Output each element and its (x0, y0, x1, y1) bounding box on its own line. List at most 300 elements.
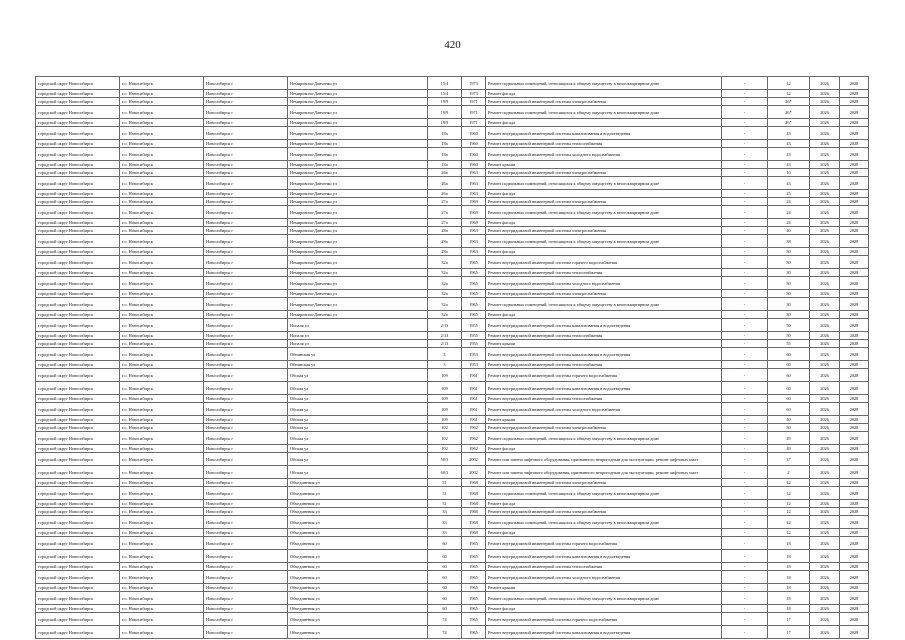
house-cell: 109 (428, 403, 462, 416)
district-cell: г.о. Новосибирск (120, 248, 204, 256)
end-year-cell: 2028 (840, 161, 869, 169)
start-year-cell: 2026 (810, 500, 840, 508)
start-year-cell: 2026 (810, 479, 840, 487)
end-year-cell: 2028 (840, 613, 869, 626)
work-type-cell: Ремонт подвальных помещений, относящихся к общему имуществу в многоквартирном доме (486, 106, 722, 119)
house-cell: 33 (428, 516, 462, 529)
street-cell: Немировича-Данченко ул (288, 219, 428, 227)
year-cell: 1960 (462, 161, 486, 169)
house-cell: 60 (428, 592, 462, 605)
dash-cell: - (722, 424, 768, 432)
table-row (36, 416, 869, 424)
municipality-cell: городской округ Новосибирск (36, 235, 120, 248)
table-row (36, 177, 869, 190)
district-cell: г.о. Новосибирск (120, 98, 204, 106)
value-cell: 43 (768, 177, 810, 190)
table-row (36, 403, 869, 416)
street-cell: Немировича-Данченко ул (288, 127, 428, 140)
year-cell: 1968 (462, 479, 486, 487)
end-year-cell: 2028 (840, 206, 869, 219)
start-year-cell: 2026 (810, 332, 840, 340)
table-row (36, 206, 869, 219)
settlement-cell: Новосибирск г (204, 140, 288, 148)
district-cell: г.о. Новосибирск (120, 529, 204, 537)
work-type-cell: Ремонт внутридомовой инженерной системы электроснабжения (486, 198, 722, 206)
work-type-cell: Ремонт внутридомовой инженерной системы канализования и водоотведения (486, 319, 722, 332)
dash-cell: - (722, 290, 768, 298)
settlement-cell: Новосибирск г (204, 487, 288, 500)
district-cell: г.о. Новосибирск (120, 508, 204, 516)
house-cell: 32а (428, 298, 462, 311)
value-cell: 30 (768, 290, 810, 298)
end-year-cell: 2028 (840, 537, 869, 550)
work-type-cell: Ремонт внутридомовой инженерной системы канализования и водоотведения (486, 382, 722, 395)
year-cell: 2002 (462, 453, 486, 466)
end-year-cell: 2028 (840, 219, 869, 227)
district-cell: г.о. Новосибирск (120, 127, 204, 140)
work-type-cell: Ремонт внутридомовой инженерной системы горячего водоснабжения (486, 537, 722, 550)
year-cell: 1960 (462, 127, 486, 140)
municipality-cell: городской округ Новосибирск (36, 119, 120, 127)
municipality-cell: городской округ Новосибирск (36, 269, 120, 277)
end-year-cell: 2028 (840, 311, 869, 319)
house-cell: 31 (428, 479, 462, 487)
table-row (36, 445, 869, 453)
settlement-cell: Новосибирск г (204, 177, 288, 190)
house-cell: 50/3 (428, 453, 462, 466)
house-cell: 27а (428, 198, 462, 206)
settlement-cell: Новосибирск г (204, 77, 288, 90)
house-cell: 18а (428, 127, 462, 140)
settlement-cell: Новосибирск г (204, 106, 288, 119)
value-cell: 18 (768, 592, 810, 605)
house-cell: 31 (428, 487, 462, 500)
work-type-cell: Ремонт подвальных помещений, относящихся к общему имуществу в многоквартирном доме (486, 592, 722, 605)
district-cell: г.о. Новосибирск (120, 361, 204, 369)
settlement-cell: Новосибирск г (204, 311, 288, 319)
street-cell: Обская ул (288, 403, 428, 416)
start-year-cell: 2026 (810, 529, 840, 537)
settlement-cell: Новосибирск г (204, 161, 288, 169)
value-cell: 50 (768, 332, 810, 340)
district-cell: г.о. Новосибирск (120, 340, 204, 348)
municipality-cell: городской округ Новосибирск (36, 592, 120, 605)
house-cell: 18а (428, 140, 462, 148)
district-cell: г.о. Новосибирск (120, 169, 204, 177)
street-cell: Немировича-Данченко ул (288, 198, 428, 206)
work-type-cell: Ремонт подвальных помещений, относящихся к общему имуществу в многоквартирном доме (486, 487, 722, 500)
value-cell: 60 (768, 348, 810, 361)
table-row (36, 219, 869, 227)
table-row (36, 516, 869, 529)
house-cell: 102 (428, 424, 462, 432)
start-year-cell: 2026 (810, 77, 840, 90)
dash-cell: - (722, 332, 768, 340)
value-cell: 24 (768, 206, 810, 219)
table-row (36, 550, 869, 563)
work-type-cell: Ремонт подвальных помещений, относящихся к общему имуществу в многоквартирном доме (486, 177, 722, 190)
start-year-cell: 2026 (810, 605, 840, 613)
municipality-cell: городской округ Новосибирск (36, 487, 120, 500)
street-cell: Объединения ул (288, 537, 428, 550)
street-cell: Нопаля ул (288, 340, 428, 348)
year-cell: 1971 (462, 106, 486, 119)
year-cell: 1960 (462, 148, 486, 161)
year-cell: 1963 (462, 190, 486, 198)
street-cell: Объединения ул (288, 613, 428, 626)
end-year-cell: 2028 (840, 319, 869, 332)
district-cell: г.о. Новосибирск (120, 256, 204, 269)
year-cell: 1955 (462, 340, 486, 348)
street-cell: Обская ул (288, 369, 428, 382)
work-type-cell: Ремонт фасада (486, 219, 722, 227)
table-row (36, 90, 869, 98)
settlement-cell: Новосибирск г (204, 119, 288, 127)
end-year-cell: 2028 (840, 340, 869, 348)
municipality-cell: городской округ Новосибирск (36, 369, 120, 382)
settlement-cell: Новосибирск г (204, 98, 288, 106)
dash-cell: - (722, 161, 768, 169)
value-cell: 18 (768, 537, 810, 550)
table-row (36, 227, 869, 235)
street-cell: Немировича-Данченко ул (288, 311, 428, 319)
street-cell: Объединения ул (288, 500, 428, 508)
district-cell: г.о. Новосибирск (120, 584, 204, 592)
district-cell: г.о. Новосибирск (120, 403, 204, 416)
value-cell: 10 (768, 169, 810, 177)
year-cell: 1953 (462, 361, 486, 369)
municipality-cell: городской округ Новосибирск (36, 77, 120, 90)
house-cell: 2/13 (428, 319, 462, 332)
house-cell: 60 (428, 537, 462, 550)
year-cell: 2002 (462, 466, 486, 479)
table-row (36, 169, 869, 177)
work-type-cell: Ремонт крыши (486, 161, 722, 169)
end-year-cell: 2028 (840, 369, 869, 382)
value-cell: 37 (768, 453, 810, 466)
settlement-cell: Новосибирск г (204, 219, 288, 227)
settlement-cell: Новосибирск г (204, 613, 288, 626)
end-year-cell: 2028 (840, 198, 869, 206)
district-cell: г.о. Новосибирск (120, 332, 204, 340)
district-cell: г.о. Новосибирск (120, 626, 204, 639)
work-type-cell: Ремонт или замена лифтового оборудования, признанного непригодным для эксплуатации, ремонт лифтовых шахт (486, 453, 722, 466)
house-cell: 32а (428, 269, 462, 277)
settlement-cell: Новосибирск г (204, 127, 288, 140)
table-row (36, 148, 869, 161)
value-cell: 60 (768, 403, 810, 416)
value-cell: 12 (768, 77, 810, 90)
value-cell: 24 (768, 219, 810, 227)
district-cell: г.о. Новосибирск (120, 311, 204, 319)
house-cell: 15/4 (428, 77, 462, 90)
municipality-cell: городской округ Новосибирск (36, 219, 120, 227)
year-cell: 1963 (462, 235, 486, 248)
start-year-cell: 2026 (810, 592, 840, 605)
start-year-cell: 2026 (810, 382, 840, 395)
dash-cell: - (722, 256, 768, 269)
work-type-cell: Ремонт подвальных помещений, относящихся к общему имуществу в многоквартирном доме (486, 206, 722, 219)
work-type-cell: Ремонт фасада (486, 90, 722, 98)
house-cell: 109 (428, 369, 462, 382)
value-cell: 12 (768, 508, 810, 516)
work-type-cell: Ремонт крыши (486, 584, 722, 592)
year-cell: 1961 (462, 369, 486, 382)
district-cell: г.о. Новосибирск (120, 395, 204, 403)
municipality-cell: городской округ Новосибирск (36, 550, 120, 563)
house-cell: 3 (428, 348, 462, 361)
dash-cell: - (722, 340, 768, 348)
value-cell: 60 (768, 369, 810, 382)
capital-repair-table (35, 76, 869, 639)
table-row (36, 119, 869, 127)
settlement-cell: Новосибирск г (204, 235, 288, 248)
end-year-cell: 2028 (840, 432, 869, 445)
municipality-cell: городской округ Новосибирск (36, 332, 120, 340)
year-cell: 1965 (462, 605, 486, 613)
street-cell: Немировича-Данченко ул (288, 77, 428, 90)
municipality-cell: городской округ Новосибирск (36, 140, 120, 148)
table-row (36, 453, 869, 466)
work-type-cell: Ремонт фасада (486, 605, 722, 613)
table-row (36, 332, 869, 340)
settlement-cell: Новосибирск г (204, 571, 288, 584)
district-cell: г.о. Новосибирск (120, 487, 204, 500)
start-year-cell: 2026 (810, 432, 840, 445)
year-cell: 1962 (462, 432, 486, 445)
district-cell: г.о. Новосибирск (120, 77, 204, 90)
year-cell: 1965 (462, 269, 486, 277)
start-year-cell: 2026 (810, 550, 840, 563)
dash-cell: - (722, 516, 768, 529)
end-year-cell: 2028 (840, 127, 869, 140)
dash-cell: - (722, 592, 768, 605)
work-type-cell: Ремонт подвальных помещений, относящихся к общему имуществу в многоквартирном доме (486, 235, 722, 248)
table-row (36, 508, 869, 516)
street-cell: Объединения ул (288, 584, 428, 592)
work-type-cell: Ремонт внутридомовой инженерной системы электроснабжения (486, 479, 722, 487)
value-cell: 43 (768, 161, 810, 169)
start-year-cell: 2026 (810, 361, 840, 369)
table-row (36, 269, 869, 277)
settlement-cell: Новосибирск г (204, 516, 288, 529)
district-cell: г.о. Новосибирск (120, 277, 204, 290)
house-cell: 32а (428, 311, 462, 319)
house-cell: 60/3 (428, 466, 462, 479)
dash-cell: - (722, 537, 768, 550)
district-cell: г.о. Новосибирск (120, 416, 204, 424)
settlement-cell: Новосибирск г (204, 256, 288, 269)
house-cell: 27а (428, 219, 462, 227)
dash-cell: - (722, 605, 768, 613)
district-cell: г.о. Новосибирск (120, 424, 204, 432)
street-cell: Немировича-Данченко ул (288, 277, 428, 290)
work-type-cell: Ремонт внутридомовой инженерной системы горячего водоснабжения (486, 613, 722, 626)
street-cell: Обская ул (288, 424, 428, 432)
value-cell: 24 (768, 198, 810, 206)
end-year-cell: 2028 (840, 290, 869, 298)
start-year-cell: 2026 (810, 161, 840, 169)
table-row (36, 529, 869, 537)
end-year-cell: 2028 (840, 106, 869, 119)
dash-cell: - (722, 311, 768, 319)
settlement-cell: Новосибирск г (204, 466, 288, 479)
table-row (36, 248, 869, 256)
table-row (36, 466, 869, 479)
start-year-cell: 2026 (810, 90, 840, 98)
street-cell: Объединения ул (288, 529, 428, 537)
street-cell: Немировича-Данченко ул (288, 119, 428, 127)
municipality-cell: городской округ Новосибирск (36, 90, 120, 98)
table-row (36, 537, 869, 550)
value-cell: 49 (768, 432, 810, 445)
dash-cell: - (722, 248, 768, 256)
municipality-cell: городской округ Новосибирск (36, 613, 120, 626)
start-year-cell: 2026 (810, 106, 840, 119)
dash-cell: - (722, 626, 768, 639)
start-year-cell: 2026 (810, 424, 840, 432)
district-cell: г.о. Новосибирск (120, 190, 204, 198)
district-cell: г.о. Новосибирск (120, 453, 204, 466)
municipality-cell: городской округ Новосибирск (36, 98, 120, 106)
work-type-cell: Ремонт подвальных помещений, относящихся к общему имуществу в многоквартирном доме (486, 298, 722, 311)
value-cell: 50 (768, 319, 810, 332)
table-row (36, 319, 869, 332)
work-type-cell: Ремонт фасада (486, 529, 722, 537)
house-cell: 31 (428, 500, 462, 508)
work-type-cell: Ремонт внутридомовой инженерной системы теплоснабжения (486, 332, 722, 340)
district-cell: г.о. Новосибирск (120, 382, 204, 395)
dash-cell: - (722, 227, 768, 235)
dash-cell: - (722, 416, 768, 424)
value-cell: 49 (768, 445, 810, 453)
dash-cell: - (722, 119, 768, 127)
street-cell: Нопаля ул (288, 319, 428, 332)
value-cell: 30 (768, 256, 810, 269)
house-cell: 32а (428, 256, 462, 269)
end-year-cell: 2028 (840, 516, 869, 529)
end-year-cell: 2028 (840, 584, 869, 592)
street-cell: Нопаля ул (288, 332, 428, 340)
year-cell: 1965 (462, 290, 486, 298)
settlement-cell: Новосибирск г (204, 416, 288, 424)
start-year-cell: 2026 (810, 119, 840, 127)
dash-cell: - (722, 77, 768, 90)
table-row (36, 127, 869, 140)
street-cell: Объединения ул (288, 479, 428, 487)
end-year-cell: 2028 (840, 395, 869, 403)
table-row (36, 395, 869, 403)
end-year-cell: 2028 (840, 298, 869, 311)
start-year-cell: 2026 (810, 256, 840, 269)
municipality-cell: городской округ Новосибирск (36, 169, 120, 177)
house-cell: 60 (428, 571, 462, 584)
end-year-cell: 2028 (840, 169, 869, 177)
settlement-cell: Новосибирск г (204, 626, 288, 639)
end-year-cell: 2028 (840, 605, 869, 613)
street-cell: Немировича-Данченко ул (288, 90, 428, 98)
dash-cell: - (722, 169, 768, 177)
start-year-cell: 2026 (810, 98, 840, 106)
work-type-cell: Ремонт крыши (486, 416, 722, 424)
house-cell: 109 (428, 395, 462, 403)
dash-cell: - (722, 584, 768, 592)
settlement-cell: Новосибирск г (204, 403, 288, 416)
municipality-cell: городской округ Новосибирск (36, 416, 120, 424)
start-year-cell: 2026 (810, 190, 840, 198)
settlement-cell: Новосибирск г (204, 190, 288, 198)
house-cell: 32а (428, 290, 462, 298)
value-cell: 17 (768, 626, 810, 639)
value-cell: 30 (768, 298, 810, 311)
year-cell: 1963 (462, 248, 486, 256)
end-year-cell: 2028 (840, 348, 869, 361)
value-cell: 60 (768, 395, 810, 403)
municipality-cell: городской округ Новосибирск (36, 298, 120, 311)
settlement-cell: Новосибирск г (204, 340, 288, 348)
start-year-cell: 2026 (810, 516, 840, 529)
work-type-cell: Ремонт подвальных помещений, относящихся к общему имуществу в многоквартирном доме (486, 432, 722, 445)
value-cell: 18 (768, 550, 810, 563)
end-year-cell: 2028 (840, 466, 869, 479)
municipality-cell: городской округ Новосибирск (36, 319, 120, 332)
settlement-cell: Новосибирск г (204, 361, 288, 369)
work-type-cell: Ремонт внутридомовой инженерной системы холодного водоснабжения (486, 277, 722, 290)
street-cell: Немировича-Данченко ул (288, 248, 428, 256)
street-cell: Объединения ул (288, 605, 428, 613)
start-year-cell: 2026 (810, 290, 840, 298)
municipality-cell: городской округ Новосибирск (36, 445, 120, 453)
year-cell: 1955 (462, 332, 486, 340)
value-cell: 18 (768, 563, 810, 571)
district-cell: г.о. Новосибирск (120, 298, 204, 311)
start-year-cell: 2026 (810, 626, 840, 639)
value-cell: 55 (768, 340, 810, 348)
district-cell: г.о. Новосибирск (120, 90, 204, 98)
street-cell: Объединения ул (288, 626, 428, 639)
end-year-cell: 2028 (840, 563, 869, 571)
year-cell: 1965 (462, 311, 486, 319)
work-type-cell: Ремонт фасада (486, 248, 722, 256)
year-cell: 1965 (462, 298, 486, 311)
house-cell: 19/9 (428, 119, 462, 127)
dash-cell: - (722, 98, 768, 106)
house-cell: 33 (428, 529, 462, 537)
work-type-cell: Ремонт внутридомовой инженерной системы горячего водоснабжения (486, 369, 722, 382)
dash-cell: - (722, 361, 768, 369)
value-cell: 26* (768, 106, 810, 119)
municipality-cell: городской округ Новосибирск (36, 584, 120, 592)
work-type-cell: Ремонт фасада (486, 311, 722, 319)
work-type-cell: Ремонт внутридомовой инженерной системы холодного водоснабжения (486, 403, 722, 416)
municipality-cell: городской округ Новосибирск (36, 348, 120, 361)
dash-cell: - (722, 206, 768, 219)
municipality-cell: городской округ Новосибирск (36, 340, 120, 348)
work-type-cell: Ремонт подвальных помещений, относящихся к общему имуществу в многоквартирном доме (486, 77, 722, 90)
start-year-cell: 2026 (810, 206, 840, 219)
settlement-cell: Новосибирск г (204, 550, 288, 563)
table-row (36, 584, 869, 592)
house-cell: 2/13 (428, 340, 462, 348)
district-cell: г.о. Новосибирск (120, 319, 204, 332)
start-year-cell: 2026 (810, 277, 840, 290)
start-year-cell: 2026 (810, 198, 840, 206)
district-cell: г.о. Новосибирск (120, 479, 204, 487)
start-year-cell: 2026 (810, 148, 840, 161)
settlement-cell: Новосибирск г (204, 479, 288, 487)
district-cell: г.о. Новосибирск (120, 550, 204, 563)
street-cell: Объединения ул (288, 508, 428, 516)
